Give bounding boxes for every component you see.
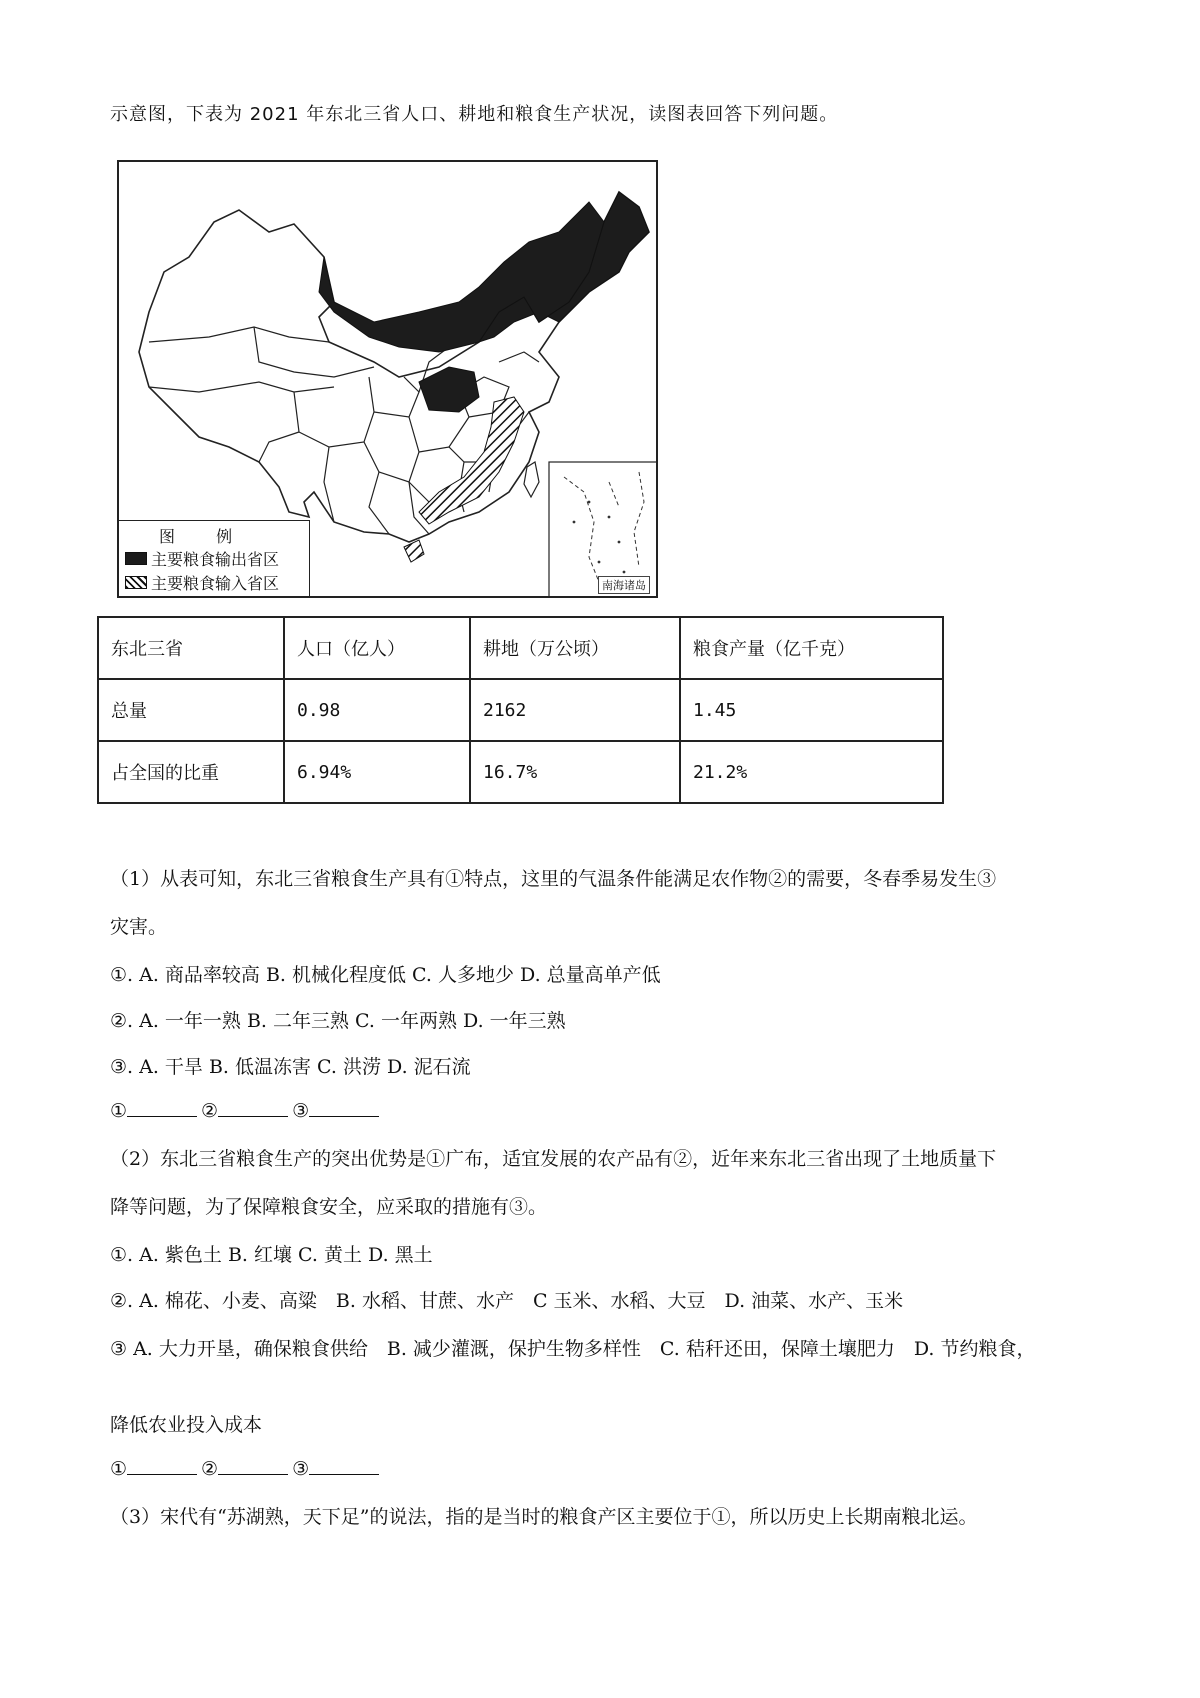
table-cell: 2162 <box>470 679 680 741</box>
northeast-stats-table <box>97 616 944 804</box>
legend-export-row <box>125 547 279 570</box>
table-cell: 0.98 <box>284 679 470 741</box>
q2-option-1: ①. A. 紫色土 B. 红壤 C. 黄土 D. 黑土 <box>110 1244 433 1266</box>
q1-option-2: ②. A. 一年一熟 B. 二年三熟 C. 一年两熟 D. 一年三熟 <box>110 1010 566 1032</box>
q2-option-2: ②. A. 棉花、小麦、高粱 B. 水稻、甘蔗、水产 C 玉米、水稻、大豆 D. 油菜、水产、玉米 <box>110 1290 904 1312</box>
table-cell: 总量 <box>98 679 284 741</box>
china-grain-map <box>117 160 658 598</box>
q1-stem-line1: （1）从表可知，东北三省粮食生产具有①特点，这里的气温条件能满足农作物②的需要，冬春季易发生③ <box>110 868 997 890</box>
q2-stem-line2: 降等问题，为了保障粮食安全，应采取的措施有③。 <box>110 1196 548 1218</box>
legend-import-row <box>125 571 279 594</box>
q1-option-3: ③. A. 干旱 B. 低温冻害 C. 洪涝 D. 泥石流 <box>110 1056 471 1078</box>
table-header-cell: 人口（亿人） <box>284 617 470 679</box>
blank-label: ① <box>110 1100 128 1122</box>
q3-stem-line1: （3）宋代有“苏湖熟，天下足”的说法，指的是当时的粮食产区主要位于①，所以历史上长期南粮北运。 <box>110 1506 978 1528</box>
blank-label: ② <box>201 1100 219 1122</box>
q2-option-3-line1: ③ A. 大力开垦，确保粮食供给 B. 减少灌溉，保护生物多样性 C. 秸秆还田，保障土壤肥力 D. 节约粮食， <box>110 1338 1036 1360</box>
table-cell: 1.45 <box>680 679 943 741</box>
answer-blank[interactable] <box>218 1456 288 1475</box>
blank-label: ① <box>110 1458 128 1480</box>
table-cell: 占全国的比重 <box>98 741 284 803</box>
table-header-row <box>98 617 943 679</box>
q2-answer-blanks <box>110 1456 383 1480</box>
inset-label: 南海诸岛 <box>598 576 650 594</box>
legend-export-label: 主要粮食输出省区 <box>151 550 280 569</box>
table-row <box>98 679 943 741</box>
blank-label: ③ <box>292 1100 310 1122</box>
answer-blank[interactable] <box>309 1098 379 1117</box>
table-header-cell: 粮食产量（亿千克） <box>680 617 943 679</box>
q2-option-3-line2: 降低农业投入成本 <box>110 1414 263 1436</box>
q1-stem-line2: 灾害。 <box>110 916 168 938</box>
import-swatch <box>125 576 147 589</box>
blank-label: ② <box>201 1458 219 1480</box>
q2-stem-line1: （2）东北三省粮食生产的突出优势是①广布，适宜发展的农产品有②，近年来东北三省出现了土地质量下 <box>110 1148 997 1170</box>
legend-title: 图 例 <box>159 527 251 546</box>
table-cell: 16.7% <box>470 741 680 803</box>
inner-mongolia-export-region <box>319 202 604 352</box>
answer-blank[interactable] <box>309 1456 379 1475</box>
answer-blank[interactable] <box>127 1098 197 1117</box>
answer-blank[interactable] <box>127 1456 197 1475</box>
export-swatch <box>125 552 147 565</box>
map-legend <box>119 520 310 596</box>
table-row <box>98 741 943 803</box>
table-cell: 6.94% <box>284 741 470 803</box>
q1-option-1: ①. A. 商品率较高 B. 机械化程度低 C. 人多地少 D. 总量高单产低 <box>110 964 661 986</box>
table-header-cell: 耕地（万公顷） <box>470 617 680 679</box>
intro-text: 示意图，下表为 2021 年东北三省人口、耕地和粮食生产状况，读图表回答下列问题。 <box>110 104 839 125</box>
legend-import-label: 主要粮食输入省区 <box>151 574 280 593</box>
table-header-cell: 东北三省 <box>98 617 284 679</box>
table-cell: 21.2% <box>680 741 943 803</box>
answer-blank[interactable] <box>218 1098 288 1117</box>
q1-answer-blanks <box>110 1098 383 1122</box>
blank-label: ③ <box>292 1458 310 1480</box>
hainan-import-region <box>404 540 424 562</box>
